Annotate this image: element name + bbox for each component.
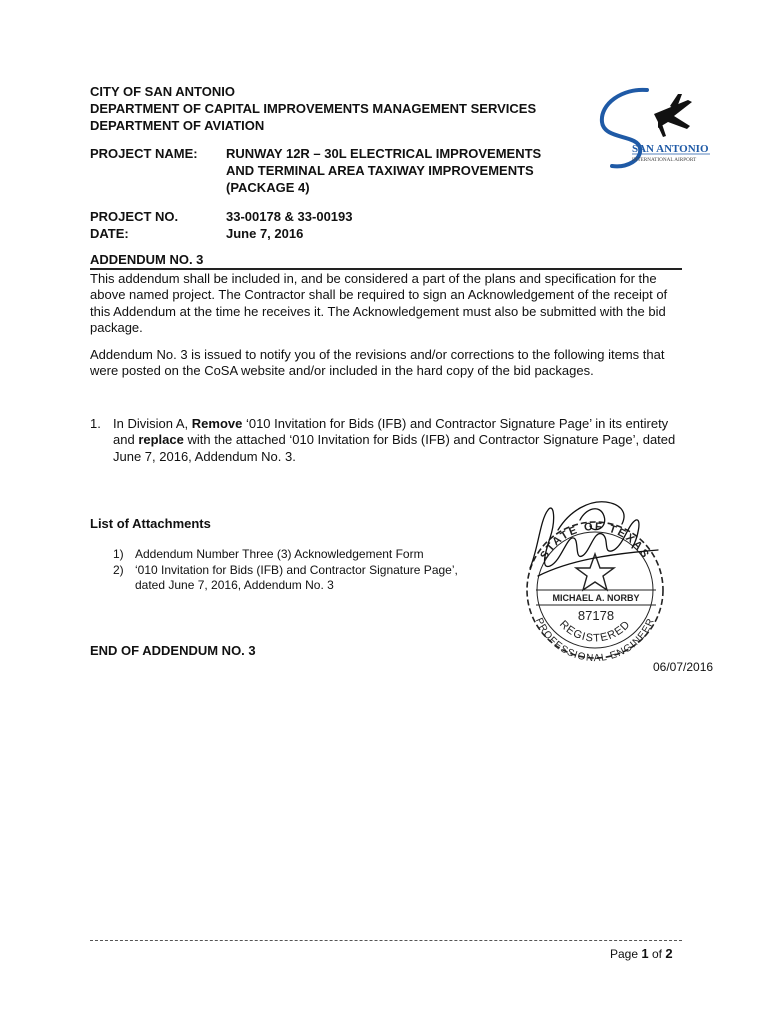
footer-divider — [90, 940, 682, 941]
project-number-value: 33-00178 & 33-00193 — [226, 209, 353, 224]
attachment-item — [113, 563, 473, 594]
attachment-number: 2) — [113, 562, 124, 577]
addendum-paragraph-2: Addendum No. 3 is issued to notify you of the revisions and/or corrections to the following items that were posted on the CoSA website and/or included in the hard copy of the bid packages. — [90, 347, 665, 379]
seal-top-text: STATE OF TEXAS — [538, 520, 652, 562]
replace-keyword: replace — [138, 432, 184, 448]
attachment-text: ‘010 Invitation for Bids (IFB) and Contractor Signature Page’, dated June 7, 2016, Addendum No. 3 — [135, 562, 458, 592]
of-word: of — [651, 947, 662, 961]
project-name-line: (PACKAGE 4) — [226, 180, 310, 195]
item-text — [113, 416, 690, 465]
attachment-number: 1) — [113, 547, 124, 561]
addendum-title: ADDENDUM NO. 3 — [90, 252, 682, 270]
engineer-seal — [510, 490, 675, 665]
header-aviation: DEPARTMENT OF AVIATION — [90, 118, 265, 133]
remove-keyword: Remove — [191, 416, 243, 431]
page-current: 1 — [641, 946, 649, 961]
page-number — [610, 946, 673, 961]
attachment-text: Addendum Number Three (3) Acknowledgement Form — [135, 547, 424, 561]
san-antonio-airport-logo — [592, 82, 712, 172]
header-block — [90, 83, 536, 134]
seal-engineer-name: MICHAEL A. NORBY — [552, 593, 640, 603]
star-icon — [576, 554, 614, 590]
item-text-part: In Division A, — [113, 416, 192, 431]
page-total: 2 — [665, 946, 673, 961]
date-label: DATE: — [90, 226, 129, 241]
project-name-line: RUNWAY 12R – 30L ELECTRICAL IMPROVEMENTS — [226, 146, 542, 161]
attachment-item — [113, 547, 473, 563]
attachments-list — [113, 547, 473, 594]
airplane-icon — [654, 94, 692, 137]
header-city: CITY OF SAN ANTONIO — [90, 84, 235, 99]
header-department: DEPARTMENT OF CAPITAL IMPROVEMENTS MANAGEMENT SERVICES — [90, 101, 537, 116]
item-number: 1. — [90, 416, 101, 431]
list-item — [90, 416, 690, 465]
project-name-value — [226, 145, 586, 196]
addendum-paragraph-1: This addendum shall be included in, and be considered a part of the plans and specification for the above named project. The Contractor shall be required to sign an Acknowledgement of the receipt of this Addendum at the time he receives it. The Acknowledgement must also be submitted with the bid package. — [90, 271, 668, 336]
page-word: Page — [610, 947, 639, 961]
signature-date: 06/07/2016 — [653, 660, 714, 674]
item-text-part: ‘010 Invitation for Bids (IFB) and Contractor Signature Page’ in its entirety and — [113, 416, 669, 448]
seal-professional-engineer-text: PROFESSIONAL ENGINEER — [532, 616, 658, 665]
item-text-part: with the attached ‘010 Invitation for Bids (IFB) and Contractor Signature Page’, dated June 7, 2016, Addendum No. 3. — [113, 432, 676, 464]
seal-registered-text: REGISTERED — [557, 618, 633, 645]
attachments-title: List of Attachments — [90, 516, 211, 531]
project-name-line: AND TERMINAL AREA TAXIWAY IMPROVEMENTS — [226, 163, 534, 178]
logo-text: SAN ANTONIO — [632, 143, 709, 155]
logo-subtext: INTERNATIONAL AIRPORT — [632, 157, 697, 163]
project-name-label: PROJECT NAME: — [90, 146, 198, 161]
project-number-label: PROJECT NO. — [90, 209, 179, 224]
date-value: June 7, 2016 — [226, 226, 304, 241]
seal-license-number: 87178 — [577, 608, 615, 623]
end-of-addendum: END OF ADDENDUM NO. 3 — [90, 643, 256, 658]
